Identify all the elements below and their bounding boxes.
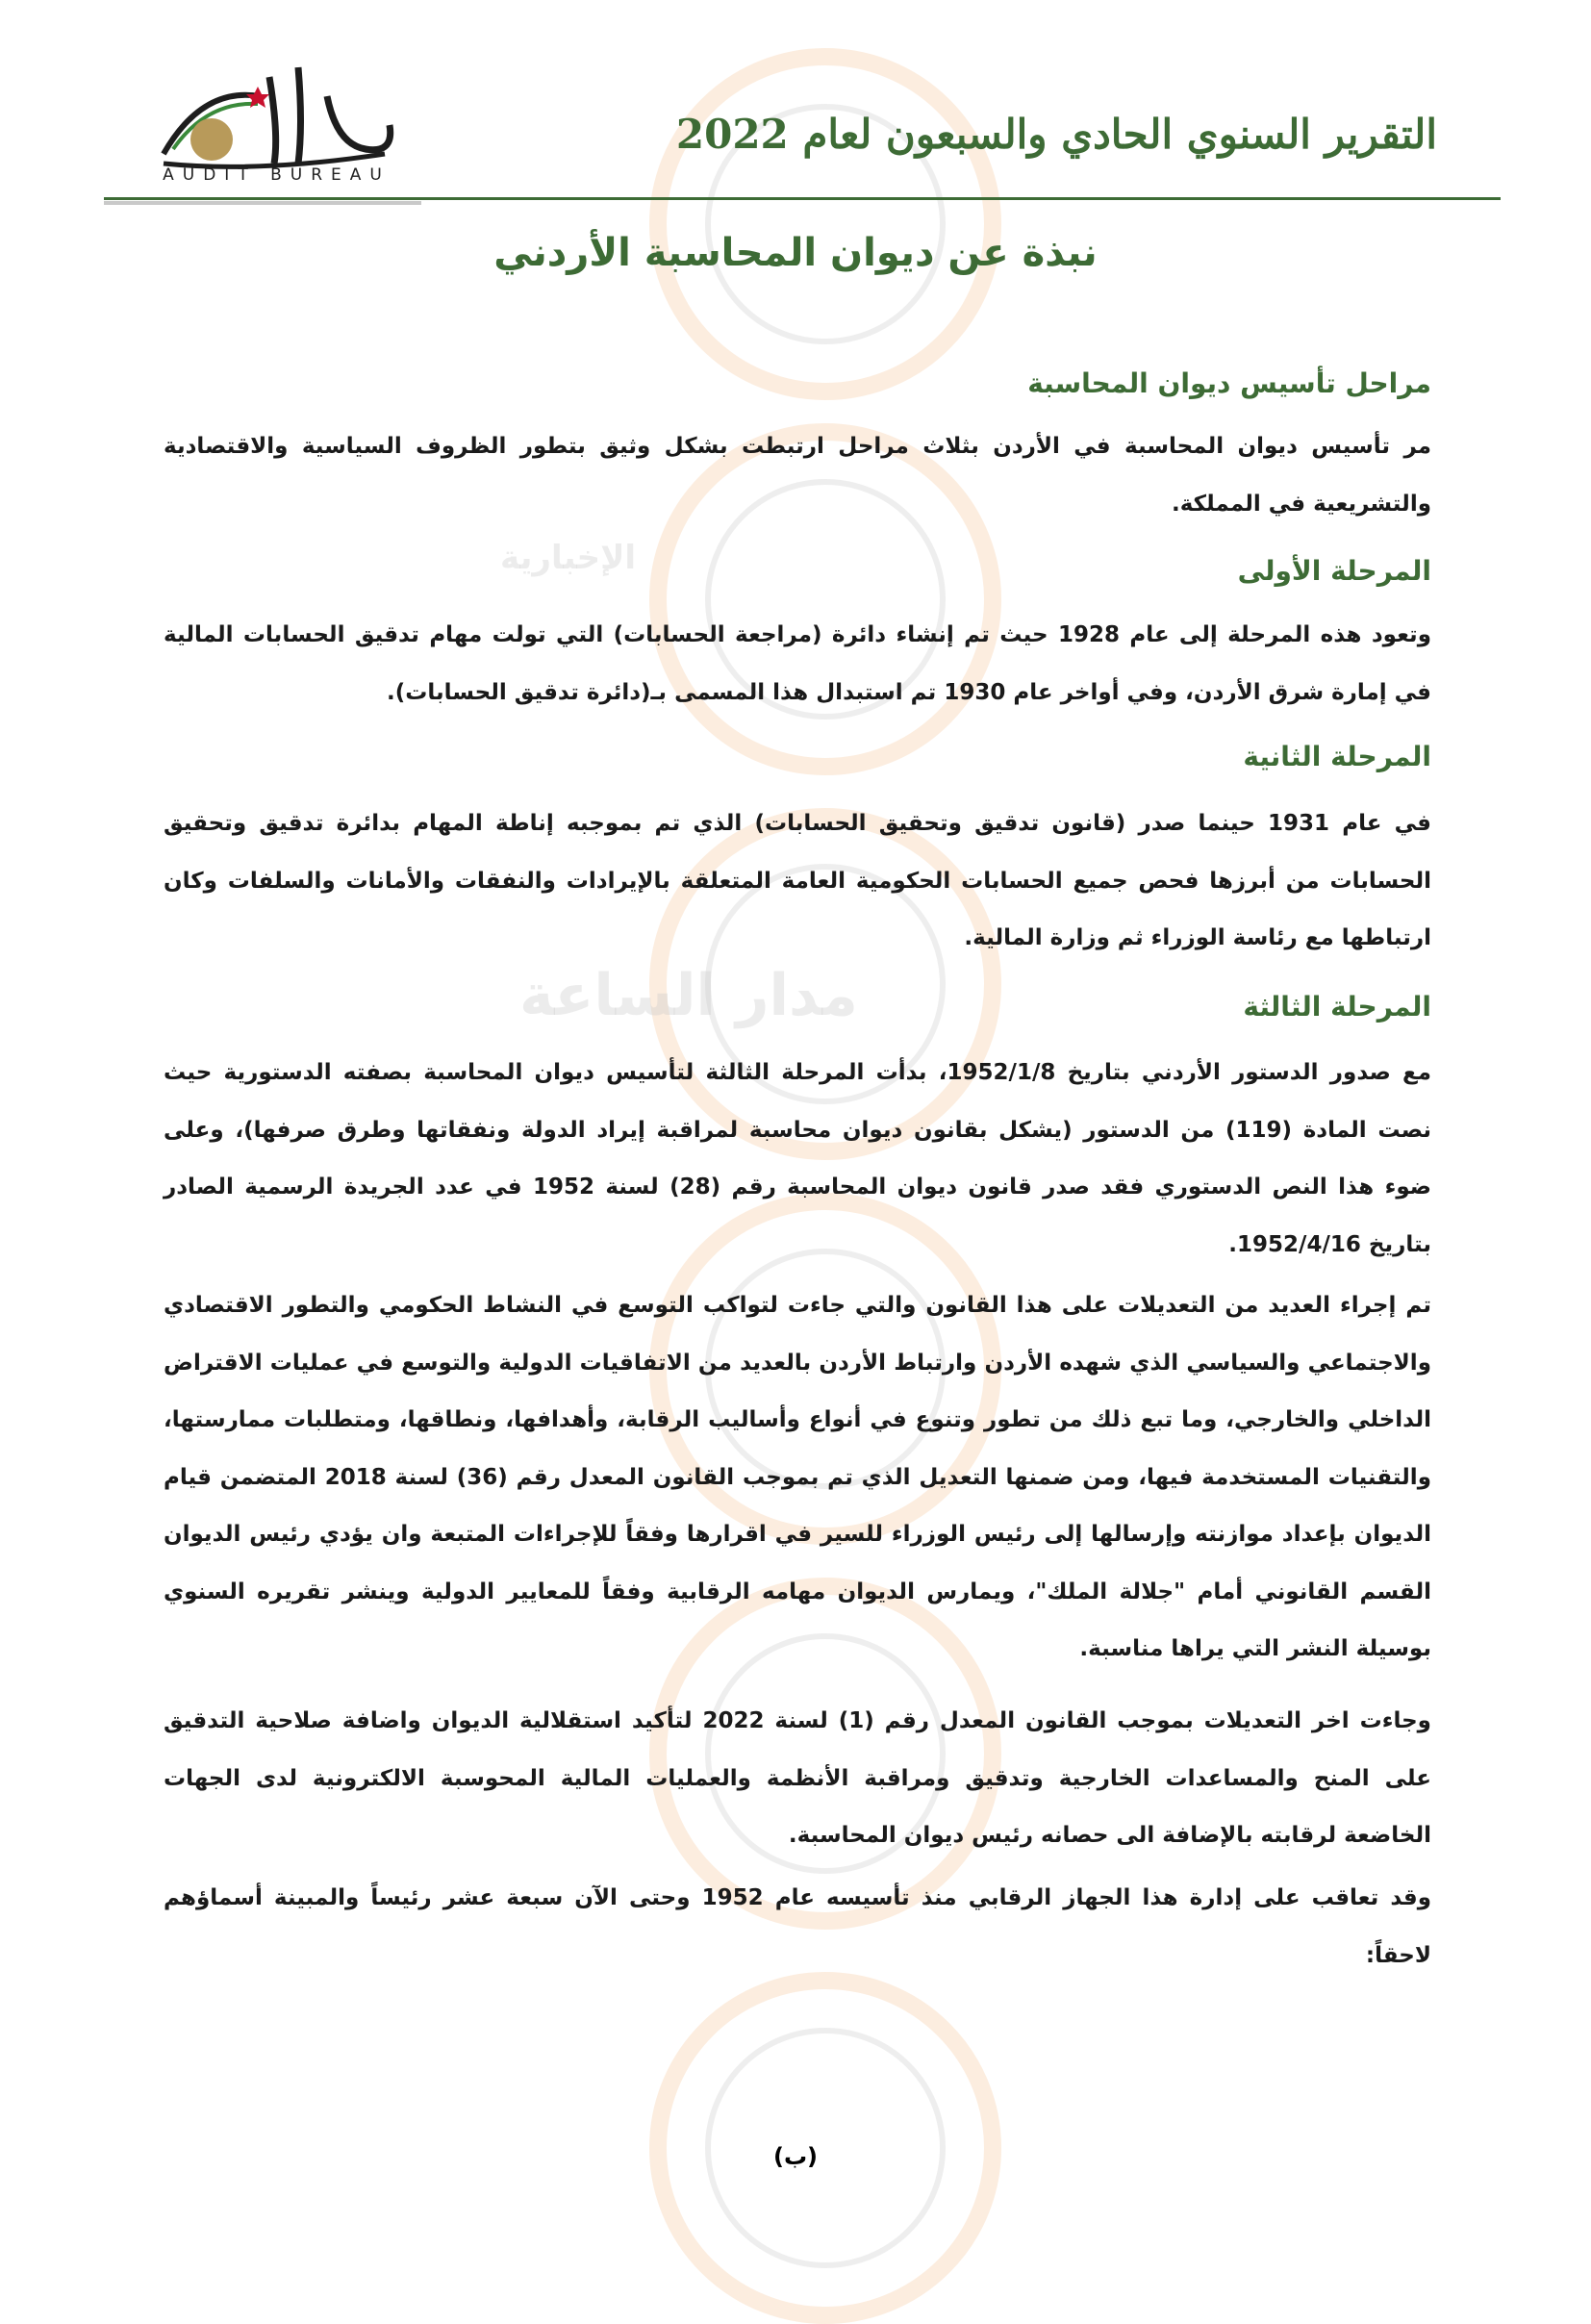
section-heading: المرحلة الثانية [1243, 741, 1431, 772]
section-body: وتعود هذه المرحلة إلى عام 1928 حيث تم إنشاء دائرة (مراجعة الحسابات) التي تولت مهام تدقيق الحسابات المالية في إمارة شرق الأردن، وفي أواخر عام 1930 تم استبدال هذا المسمى بـ(دائرة تدقيق الحسابات). [164, 622, 1431, 705]
section-heading: المرحلة الثالثة [1243, 991, 1431, 1023]
watermark-clock [649, 48, 1001, 400]
paragraph: تم إجراء العديد من التعديلات على هذا القانون والتي جاءت لتواكب التوسع في النشاط الحكومي والتطور الاقتصادي والاجتماعي والسياسي الذي شهده الأردن وارتباط الأردن بالعديد من الاتفاقيات الدولية والتوسع في عمليات الاقتراض الداخلي والخارجي، وما تبع ذلك من تطور وتنوع في أنواع وأساليب الرقابة، وأهدافها، ونطاقها، ومتطلبات ممارستها، والتقنيات المستخدمة فيها، ومن ضمنها التعديل الذي تم بموجب القانون المعدل رقم (36) لسنة 2018 المتضمن قيام الديوان بإعداد موازنته وإرسالها إلى رئيس الوزراء للسير في اقرارها وفقاً للإجراءات المتبعة وان يؤدي رئيس الديوان القسم القانوني أمام "جلالة الملك"، ويمارس الديوان مهامه الرقابية وفقاً للمعايير الدولية وينشر تقريره السنوي بوسيلة النشر التي يراها مناسبة. [164, 1293, 1431, 1661]
watermark-text: مدار الساعة [519, 962, 858, 1029]
header-divider-accent [104, 201, 421, 205]
paragraph: وقد تعاقب على إدارة هذا الجهاز الرقابي منذ تأسيسه عام 1952 وحتى الآن سبعة عشر رئيساً والمبينة أسماؤهم لاحقاً: [164, 1885, 1432, 1968]
section-heading: المرحلة الأولى [1237, 555, 1431, 587]
page-title: نبذة عن ديوان المحاسبة الأردني [493, 231, 1098, 275]
report-title: التقرير السنوي الحادي والسبعون لعام 2022 [675, 111, 1437, 158]
watermark-text: الإخبارية [500, 539, 637, 577]
paragraph: وجاءت اخر التعديلات بموجب القانون المعدل رقم (1) لسنة 2022 لتأكيد استقلالية الديوان واضافة صلاحية التدقيق على المنح والمساعدات الخارجية وتدقيق ومراقبة الأنظمة والعمليات المالية المحوسبة الالكترونية لدى الجهات الخاضعة لرقابته بالإضافة الى حصانه رئيس ديوان المحاسبة. [164, 1708, 1431, 1848]
section-body: مع صدور الدستور الأردني بتاريخ 1952/1/8، بدأت المرحلة الثالثة لتأسيس ديوان المحاسبة بصفته الدستورية حيث نصت المادة (119) من الدستور (يشكل بقانون ديوان محاسبة لمراقبة إيراد الدولة ونفقاتها وطرق صرفها)، وعلى ضوء هذا النص الدستوري فقد صدر قانون ديوان المحاسبة رقم (28) لسنة 1952 في عدد الجريدة الرسمية الصادر بتاريخ 1952/4/16. [164, 1060, 1432, 1257]
section-body: في عام 1931 حينما صدر (قانون تدقيق وتحقيق الحسابات) الذي تم بموجبه إناطة المهام بدائرة تدقيق وتحقيق الحسابات من أبرزها فحص جميع الحسابات الحكومية العامة المتعلقة بالإيرادات والنفقات والأمانات والسلفات وكان ارتباطها مع رئاسة الوزراء ثم وزارة المالية. [164, 811, 1431, 950]
logo-english-text: AUDIT BUREAU [163, 165, 391, 185]
header-divider [104, 197, 1501, 200]
page-number: (ب) [772, 2143, 819, 2170]
section-heading: مراحل تأسيس ديوان المحاسبة [1027, 367, 1431, 399]
section-body: مر تأسيس ديوان المحاسبة في الأردن بثلاث مراحل ارتبطت بشكل وثيق بتطور الظروف السياسية والاقتصادية والتشريعية في المملكة. [164, 434, 1431, 517]
